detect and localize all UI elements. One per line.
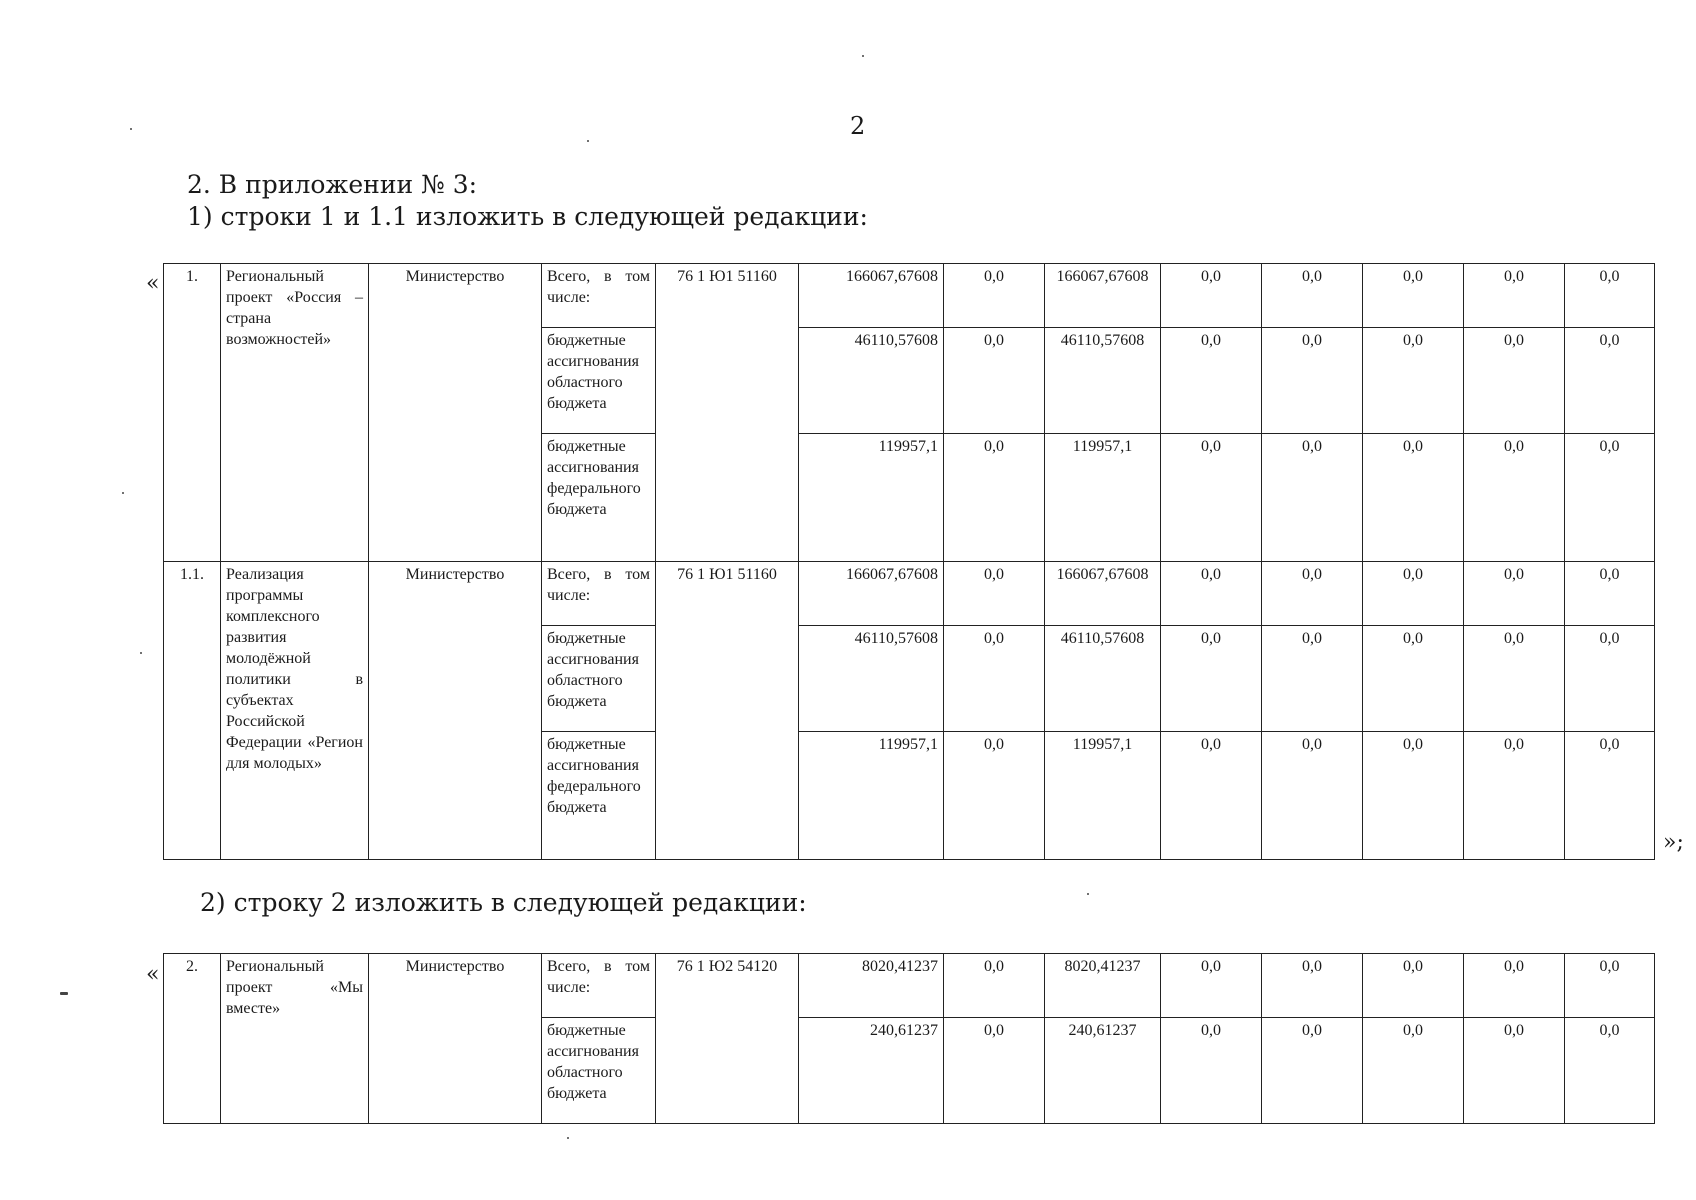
value-cell: 0,0: [1565, 434, 1655, 562]
funding-source-label: бюджетные ассигнования областного бюджета: [542, 1018, 656, 1124]
value-cell: 0,0: [1262, 562, 1363, 626]
project-name: Региональный проект «Россия – страна возможностей»: [221, 264, 369, 562]
value-cell: 46110,57608: [799, 328, 944, 434]
value-cell: 0,0: [1464, 562, 1565, 626]
budget-code: 76 1 Ю1 51160: [656, 562, 799, 860]
funding-source-label: Всего, в том числе:: [542, 954, 656, 1018]
value-cell: 0,0: [1262, 954, 1363, 1018]
funding-source-label: бюджетные ассигнования федерального бюджета: [542, 732, 656, 860]
value-cell: 0,0: [1262, 264, 1363, 328]
budget-code: 76 1 Ю2 54120: [656, 954, 799, 1124]
value-cell: 46110,57608: [1045, 328, 1161, 434]
scan-speck: [140, 652, 142, 654]
row-number: 1.1.: [164, 562, 221, 860]
row-number: 2.: [164, 954, 221, 1124]
value-cell: 119957,1: [1045, 434, 1161, 562]
scan-speck: [122, 492, 124, 494]
value-cell: 166067,67608: [1045, 562, 1161, 626]
project-name: Реализация программы комплексного развития молодёжной политики в субъектах Российской Федерации «Регион для молодых»: [221, 562, 369, 860]
value-cell: 0,0: [944, 264, 1045, 328]
value-cell: 0,0: [1161, 562, 1262, 626]
scan-speck: [130, 128, 132, 130]
value-cell: 0,0: [1363, 1018, 1464, 1124]
value-cell: 0,0: [944, 626, 1045, 732]
row-number: 1.: [164, 264, 221, 562]
value-cell: 0,0: [1363, 954, 1464, 1018]
value-cell: 0,0: [1565, 626, 1655, 732]
value-cell: 240,61237: [1045, 1018, 1161, 1124]
scan-speck: [587, 140, 589, 142]
funding-source-label: бюджетные ассигнования областного бюджета: [542, 626, 656, 732]
value-cell: 46110,57608: [1045, 626, 1161, 732]
executor: Министерство: [369, 562, 542, 860]
value-cell: 0,0: [1565, 954, 1655, 1018]
value-cell: 0,0: [1565, 264, 1655, 328]
table-rows-1-1.1: [163, 263, 1655, 860]
value-cell: 0,0: [1363, 626, 1464, 732]
value-cell: 0,0: [1464, 328, 1565, 434]
value-cell: 0,0: [1565, 328, 1655, 434]
value-cell: 166067,67608: [1045, 264, 1161, 328]
value-cell: 46110,57608: [799, 626, 944, 732]
funding-source-label: Всего, в том числе:: [542, 264, 656, 328]
value-cell: 119957,1: [1045, 732, 1161, 860]
funding-source-label: бюджетные ассигнования федерального бюджета: [542, 434, 656, 562]
value-cell: 0,0: [1262, 1018, 1363, 1124]
value-cell: 8020,41237: [1045, 954, 1161, 1018]
value-cell: 0,0: [1565, 1018, 1655, 1124]
table-row-2: [163, 953, 1655, 1124]
value-cell: 0,0: [1363, 562, 1464, 626]
scan-speck: [567, 1137, 569, 1139]
section-heading: 2. В приложении № 3:: [187, 170, 478, 199]
value-cell: 0,0: [1262, 732, 1363, 860]
value-cell: 0,0: [1464, 264, 1565, 328]
value-cell: 0,0: [944, 434, 1045, 562]
value-cell: 119957,1: [799, 434, 944, 562]
value-cell: 0,0: [1464, 954, 1565, 1018]
value-cell: 0,0: [1363, 264, 1464, 328]
value-cell: 0,0: [1464, 626, 1565, 732]
value-cell: 0,0: [944, 562, 1045, 626]
budget-code: 76 1 Ю1 51160: [656, 264, 799, 562]
funding-source-label: Всего, в том числе:: [542, 562, 656, 626]
value-cell: 0,0: [1464, 434, 1565, 562]
value-cell: 0,0: [1262, 328, 1363, 434]
value-cell: 0,0: [1363, 434, 1464, 562]
item-1-instruction: 1) строки 1 и 1.1 изложить в следующей редакции:: [187, 202, 868, 231]
opening-quote-1: «: [146, 271, 160, 296]
opening-quote-2: «: [146, 962, 160, 987]
scan-speck: [1087, 893, 1089, 895]
value-cell: 166067,67608: [799, 264, 944, 328]
value-cell: 0,0: [1464, 1018, 1565, 1124]
funding-source-label: бюджетные ассигнования областного бюджета: [542, 328, 656, 434]
value-cell: 0,0: [1161, 1018, 1262, 1124]
value-cell: 0,0: [1161, 732, 1262, 860]
value-cell: 240,61237: [799, 1018, 944, 1124]
value-cell: 0,0: [1161, 434, 1262, 562]
value-cell: 0,0: [1161, 328, 1262, 434]
value-cell: 0,0: [1161, 264, 1262, 328]
value-cell: 0,0: [1363, 732, 1464, 860]
value-cell: 0,0: [1565, 732, 1655, 860]
value-cell: 0,0: [944, 328, 1045, 434]
value-cell: 0,0: [1565, 562, 1655, 626]
value-cell: 0,0: [944, 1018, 1045, 1124]
value-cell: 166067,67608: [799, 562, 944, 626]
scan-speck: [862, 55, 864, 57]
item-2-instruction: 2) строку 2 изложить в следующей редакции:: [200, 888, 807, 917]
value-cell: 119957,1: [799, 732, 944, 860]
value-cell: 0,0: [944, 954, 1045, 1018]
executor: Министерство: [369, 954, 542, 1124]
executor: Министерство: [369, 264, 542, 562]
value-cell: 0,0: [1363, 328, 1464, 434]
project-name: Региональный проект «Мы вместе»: [221, 954, 369, 1124]
value-cell: 0,0: [1161, 626, 1262, 732]
value-cell: 0,0: [1464, 732, 1565, 860]
value-cell: 8020,41237: [799, 954, 944, 1018]
value-cell: 0,0: [1161, 954, 1262, 1018]
closing-quote-1: »;: [1663, 830, 1684, 855]
value-cell: 0,0: [1262, 626, 1363, 732]
page-number: 2: [850, 112, 866, 140]
value-cell: 0,0: [944, 732, 1045, 860]
value-cell: 0,0: [1262, 434, 1363, 562]
scan-speck: [60, 992, 68, 995]
